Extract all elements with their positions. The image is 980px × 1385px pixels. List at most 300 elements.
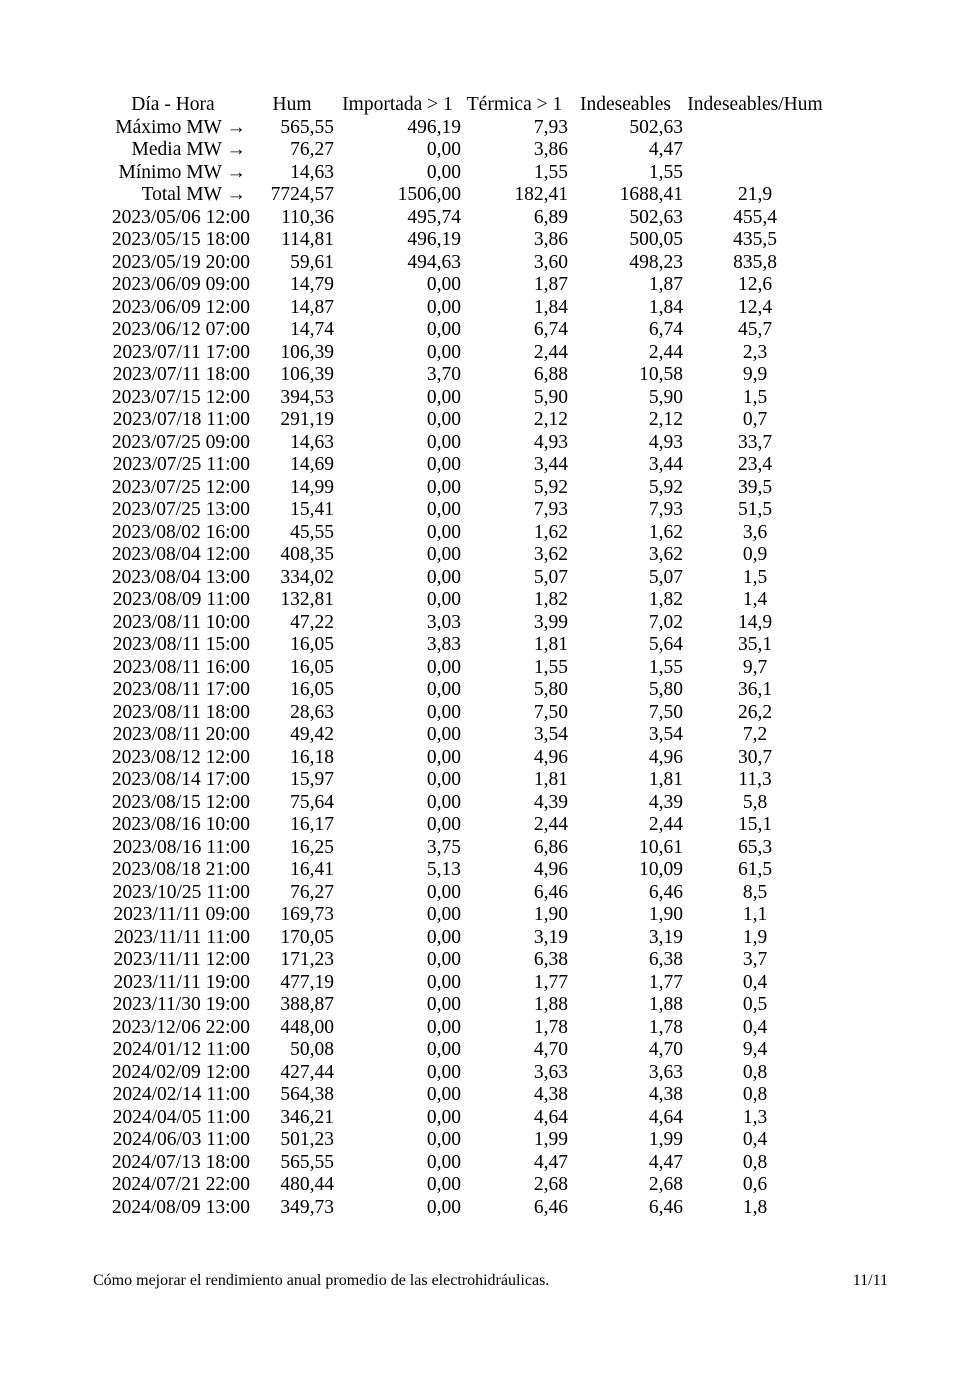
table-cell: 0,00 (426, 949, 461, 970)
table-cell: 1,90 (533, 904, 568, 925)
row-date-hour: 2023/08/11 15:00 (112, 634, 250, 655)
table-cell: 0,00 (426, 161, 461, 183)
table-cell: 16,25 (290, 836, 334, 858)
table-cell: 7,93 (533, 499, 568, 520)
table-cell: 5,64 (648, 634, 683, 655)
header-hum: Hum (272, 94, 312, 115)
table-cell: 3,62 (533, 544, 568, 565)
row-date-hour: 2023/08/16 11:00 (112, 836, 250, 858)
table-cell: 564,38 (280, 1084, 334, 1105)
table-cell: 1,81 (648, 769, 683, 790)
table-row (96, 837, 827, 860)
table-cell: 0,00 (426, 296, 461, 318)
table-cell: 4,47 (648, 139, 683, 160)
row-date-hour: 2023/08/04 12:00 (111, 544, 250, 565)
table-cell: 39,5 (737, 476, 773, 498)
table-cell: 33,7 (737, 431, 773, 453)
table-row (96, 904, 827, 927)
table-cell (683, 162, 827, 185)
table-cell: 1,82 (648, 589, 683, 610)
table-cell: 15,97 (290, 769, 334, 790)
table-cell: 0,00 (426, 994, 461, 1015)
table-cell: 3,44 (533, 454, 568, 475)
table-cell: 7724,57 (270, 184, 334, 205)
row-date-hour: 2023/07/18 11:00 (112, 409, 250, 430)
table-row (96, 387, 827, 410)
table-cell: 36,1 (737, 679, 773, 700)
table-cell: 0,4 (742, 1016, 768, 1038)
table-row (96, 1129, 827, 1152)
table-cell: 494,63 (407, 251, 461, 273)
row-date-hour: 2023/08/18 21:00 (111, 859, 250, 880)
summary-row (96, 117, 827, 140)
table-cell: 0,00 (426, 1129, 461, 1150)
table-cell: 2,44 (648, 814, 683, 835)
table-cell: 1,78 (533, 1016, 568, 1038)
table-cell (683, 117, 827, 140)
table-cell: 1,90 (648, 904, 683, 925)
table-cell: 75,64 (290, 791, 334, 813)
row-date-hour: 2023/07/25 09:00 (111, 431, 250, 453)
table-cell: 14,63 (290, 161, 334, 183)
table-cell: 4,70 (648, 1039, 683, 1060)
summary-label: Mínimo MW → (118, 161, 246, 183)
table-cell: 1,5 (742, 386, 768, 408)
table-cell: 1,78 (648, 1016, 683, 1038)
table-cell: 1,8 (742, 1196, 768, 1218)
table-cell: 45,55 (290, 521, 334, 543)
table-row (96, 364, 827, 387)
table-cell: 4,96 (533, 746, 568, 768)
table-cell (683, 139, 827, 162)
table-cell: 9,9 (742, 364, 768, 385)
table-row (96, 927, 827, 950)
table-cell: 7,02 (648, 611, 683, 633)
row-date-hour: 2024/08/09 13:00 (111, 1196, 250, 1218)
row-date-hour: 2024/02/09 12:00 (111, 1061, 250, 1083)
row-date-hour: 2023/08/09 11:00 (112, 589, 250, 610)
table-cell: 4,96 (533, 859, 568, 880)
row-date-hour: 2023/11/11 11:00 (114, 926, 250, 948)
table-cell: 3,86 (533, 229, 568, 250)
row-date-hour: 2023/12/06 22:00 (111, 1016, 250, 1038)
table-cell: 5,90 (533, 386, 568, 408)
table-cell: 1506,00 (397, 184, 461, 205)
table-cell: 4,38 (648, 1084, 683, 1105)
table-cell: 4,93 (533, 431, 568, 453)
table-row (96, 499, 827, 522)
table-cell: 0,00 (426, 1151, 461, 1173)
row-date-hour: 2023/08/11 10:00 (112, 611, 250, 633)
table-cell: 1,82 (533, 589, 568, 610)
table-row (96, 1197, 827, 1220)
table-cell: 6,46 (648, 1196, 683, 1218)
header-undesirable: Indeseables (580, 94, 671, 115)
table-cell: 14,69 (290, 454, 334, 475)
table-cell: 3,03 (426, 611, 461, 633)
row-date-hour: 2024/02/14 11:00 (112, 1084, 250, 1105)
table-row (96, 567, 827, 590)
table-cell: 2,3 (742, 341, 768, 363)
table-cell: 5,13 (426, 859, 461, 880)
table-cell: 1,5 (742, 566, 768, 588)
table-cell: 0,00 (426, 139, 461, 160)
table-cell: 49,42 (290, 724, 334, 745)
table-cell: 3,6 (742, 521, 768, 543)
table-cell: 6,88 (533, 364, 568, 385)
table-cell: 3,19 (533, 926, 568, 948)
table-cell: 502,63 (629, 116, 683, 138)
table-cell: 7,50 (648, 701, 683, 723)
table-cell: 0,00 (426, 544, 461, 565)
table-cell: 1,55 (533, 656, 568, 678)
table-cell: 0,00 (426, 904, 461, 925)
table-cell: 4,93 (648, 431, 683, 453)
table-cell: 114,81 (281, 229, 334, 250)
table-cell: 6,46 (533, 1196, 568, 1218)
row-date-hour: 2023/08/11 16:00 (112, 656, 250, 678)
table-cell: 0,00 (426, 724, 461, 745)
table-row (96, 432, 827, 455)
table-cell: 170,05 (280, 926, 334, 948)
table-cell: 0,00 (426, 701, 461, 723)
table-cell: 16,41 (290, 859, 334, 880)
table-cell: 14,87 (290, 296, 334, 318)
table-cell: 3,7 (742, 949, 768, 970)
table-row (96, 274, 827, 297)
table-cell: 1,55 (648, 656, 683, 678)
table-cell: 65,3 (737, 836, 773, 858)
table-cell: 14,9 (737, 611, 773, 633)
table-cell: 6,74 (533, 319, 568, 340)
table-cell: 21,9 (737, 184, 773, 205)
table-cell: 6,74 (648, 319, 683, 340)
page-number: 11/11 (852, 1272, 888, 1289)
table-row (96, 702, 827, 725)
table-cell: 10,61 (639, 836, 683, 858)
row-date-hour: 2024/06/03 11:00 (112, 1129, 250, 1150)
table-row (96, 1039, 827, 1062)
table-cell: 0,8 (742, 1061, 768, 1083)
table-cell: 30,7 (737, 746, 773, 768)
table-cell: 132,81 (280, 589, 334, 610)
table-cell: 2,12 (533, 409, 568, 430)
table-cell: 0,00 (426, 791, 461, 813)
table-cell: 0,00 (426, 476, 461, 498)
table-cell: 47,22 (290, 611, 334, 633)
table-cell: 0,00 (426, 881, 461, 903)
table-row (96, 589, 827, 612)
table-row (96, 769, 827, 792)
table-cell: 448,00 (280, 1016, 334, 1038)
table-cell: 11,3 (738, 769, 772, 790)
table-cell: 565,55 (280, 116, 334, 138)
row-date-hour: 2023/08/14 17:00 (111, 769, 250, 790)
table-cell: 3,63 (533, 1061, 568, 1083)
table-cell: 1,55 (648, 161, 683, 183)
row-date-hour: 2023/08/11 20:00 (112, 724, 250, 745)
table-cell: 59,61 (290, 251, 334, 273)
row-date-hour: 2023/08/12 12:00 (111, 746, 250, 768)
table-cell: 500,05 (629, 229, 683, 250)
table-cell: 6,38 (648, 949, 683, 970)
row-date-hour: 2024/04/05 11:00 (112, 1106, 250, 1128)
table-row (96, 1084, 827, 1107)
table-cell: 3,83 (426, 634, 461, 655)
table-cell: 15,1 (737, 814, 773, 835)
table-cell: 1,77 (648, 971, 683, 993)
table-cell: 2,12 (648, 409, 683, 430)
table-cell: 10,58 (639, 364, 683, 385)
table-cell: 291,19 (280, 409, 334, 430)
table-cell: 501,23 (280, 1129, 334, 1150)
table-cell: 16,18 (290, 746, 334, 768)
row-date-hour: 2023/05/19 20:00 (111, 251, 250, 273)
summary-row (96, 184, 827, 207)
table-row (96, 679, 827, 702)
table-cell: 1,77 (533, 971, 568, 993)
table-cell: 1,81 (533, 769, 568, 790)
table-cell: 76,27 (290, 881, 334, 903)
table-cell: 4,70 (533, 1039, 568, 1060)
table-cell: 14,79 (290, 274, 334, 295)
row-date-hour: 2023/05/15 18:00 (111, 229, 250, 250)
table-cell: 0,8 (742, 1151, 768, 1173)
table-cell: 0,9 (742, 544, 768, 565)
table-row (96, 409, 827, 432)
table-row (96, 454, 827, 477)
table-cell: 23,4 (737, 454, 773, 475)
table-cell: 12,6 (737, 274, 773, 295)
table-cell: 1,55 (533, 161, 568, 183)
table-cell: 15,41 (290, 499, 334, 520)
table-cell: 0,00 (426, 656, 461, 678)
table-row (96, 657, 827, 680)
table-cell: 2,44 (533, 341, 568, 363)
table-cell: 6,38 (533, 949, 568, 970)
table-cell: 0,00 (426, 746, 461, 768)
row-date-hour: 2023/07/11 17:00 (112, 341, 250, 363)
table-cell: 394,53 (280, 386, 334, 408)
table-cell: 0,00 (426, 1061, 461, 1083)
table-cell: 0,00 (426, 971, 461, 993)
table-cell: 498,23 (629, 251, 683, 273)
table-row (96, 207, 827, 230)
table-cell: 50,08 (290, 1039, 334, 1060)
table-cell: 0,00 (426, 1016, 461, 1038)
table-cell: 110,36 (281, 206, 334, 228)
table-row (96, 297, 827, 320)
table-cell: 427,44 (280, 1061, 334, 1083)
table-row (96, 1062, 827, 1085)
table-cell: 2,68 (648, 1174, 683, 1195)
table-cell: 0,00 (426, 386, 461, 408)
table-cell: 106,39 (280, 341, 334, 363)
table-cell: 4,47 (648, 1151, 683, 1173)
table-cell: 0,00 (426, 409, 461, 430)
table-cell: 1,88 (533, 994, 568, 1015)
table-cell: 5,07 (648, 566, 683, 588)
header-row (96, 94, 827, 117)
row-date-hour: 2023/11/30 19:00 (112, 994, 250, 1015)
table-cell: 4,96 (648, 746, 683, 768)
table-cell: 3,62 (648, 544, 683, 565)
table-row (96, 252, 827, 275)
table-cell: 5,92 (648, 476, 683, 498)
table-cell: 6,89 (533, 206, 568, 228)
row-date-hour: 2024/07/13 18:00 (111, 1151, 250, 1173)
table-cell: 1,87 (533, 274, 568, 295)
table-cell: 0,00 (426, 679, 461, 700)
table-cell: 496,19 (407, 116, 461, 138)
table-cell: 0,00 (426, 1174, 461, 1195)
row-date-hour: 2023/08/11 17:00 (112, 679, 250, 700)
table-cell: 5,92 (533, 476, 568, 498)
row-date-hour: 2023/07/25 13:00 (111, 499, 250, 520)
table-cell: 0,7 (742, 409, 768, 430)
table-cell: 9,7 (742, 656, 768, 678)
summary-label: Total MW → (141, 184, 246, 205)
table-cell: 477,19 (280, 971, 334, 993)
table-cell: 435,5 (733, 229, 777, 250)
table-row (96, 1107, 827, 1130)
table-cell: 4,39 (533, 791, 568, 813)
table-cell: 1,84 (533, 296, 568, 318)
table-row (96, 1174, 827, 1197)
table-cell: 0,00 (426, 1196, 461, 1218)
row-date-hour: 2023/08/16 10:00 (111, 814, 250, 835)
table-cell: 7,93 (648, 499, 683, 520)
table-cell: 0,00 (426, 319, 461, 340)
table-cell: 51,5 (737, 499, 773, 520)
header-thermal: Térmica > 1 (466, 94, 563, 115)
row-date-hour: 2023/07/11 18:00 (112, 364, 250, 385)
table-cell: 0,00 (426, 454, 461, 475)
table-cell: 61,5 (737, 859, 773, 880)
table-cell: 0,00 (426, 814, 461, 835)
table-cell: 0,8 (742, 1084, 768, 1105)
table-cell: 3,44 (648, 454, 683, 475)
table-cell: 1,9 (742, 926, 768, 948)
table-row (96, 882, 827, 905)
table-cell: 9,4 (742, 1039, 768, 1060)
table-cell: 1,84 (648, 296, 683, 318)
table-cell: 0,00 (426, 769, 461, 790)
table-cell: 5,80 (648, 679, 683, 700)
table-row (96, 342, 827, 365)
data-table (96, 94, 827, 1219)
table-cell: 346,21 (280, 1106, 334, 1128)
summary-row (96, 162, 827, 185)
row-date-hour: 2023/07/15 12:00 (111, 386, 250, 408)
table-cell: 8,5 (742, 881, 768, 903)
row-date-hour: 2023/06/12 07:00 (111, 319, 250, 340)
table-row (96, 477, 827, 500)
table-cell: 4,64 (648, 1106, 683, 1128)
row-date-hour: 2023/11/11 09:00 (113, 904, 250, 925)
table-row (96, 994, 827, 1017)
table-cell: 0,4 (742, 1129, 768, 1150)
table-cell: 182,41 (514, 184, 568, 205)
summary-label: Media MW → (131, 139, 246, 160)
header-imported: Importada > 1 (342, 94, 453, 115)
table-cell: 2,44 (648, 341, 683, 363)
row-date-hour: 2023/06/09 09:00 (111, 274, 250, 295)
table-cell: 495,74 (407, 206, 461, 228)
table-cell: 0,5 (742, 994, 768, 1015)
table-cell: 106,39 (280, 364, 334, 385)
table-cell: 1,88 (648, 994, 683, 1015)
table-cell: 480,44 (280, 1174, 334, 1195)
table-cell: 3,60 (533, 251, 568, 273)
table-row (96, 319, 827, 342)
table-cell: 0,00 (426, 431, 461, 453)
header-date-hour: Día - Hora (131, 94, 215, 115)
table-cell: 0,00 (426, 926, 461, 948)
table-cell: 7,2 (742, 724, 768, 745)
table-cell: 10,09 (639, 859, 683, 880)
table-cell: 45,7 (737, 319, 773, 340)
table-cell: 26,2 (737, 701, 773, 723)
table-row (96, 972, 827, 995)
table-cell: 1,62 (533, 521, 568, 543)
table-cell: 16,05 (290, 656, 334, 678)
table-cell: 14,63 (290, 431, 334, 453)
table-cell: 0,4 (742, 971, 768, 993)
table-cell: 1,3 (742, 1106, 768, 1128)
table-cell: 3,86 (533, 139, 568, 160)
table-row (96, 949, 827, 972)
table-cell: 12,4 (737, 296, 773, 318)
table-cell: 0,00 (426, 521, 461, 543)
table-row (96, 522, 827, 545)
table-row (96, 634, 827, 657)
table-cell: 1,87 (648, 274, 683, 295)
header-undesirable-per-hum: Indeseables/Hum (687, 94, 823, 115)
table-cell: 1,81 (533, 634, 568, 655)
row-date-hour: 2023/10/25 11:00 (112, 881, 250, 903)
table-cell: 3,54 (533, 724, 568, 745)
table-cell: 0,00 (426, 589, 461, 610)
table-cell: 7,93 (533, 116, 568, 138)
table-cell: 0,00 (426, 341, 461, 363)
table-cell: 3,99 (533, 611, 568, 633)
table-cell: 16,05 (290, 634, 334, 655)
table-cell: 3,75 (426, 836, 461, 858)
table-cell: 408,35 (280, 544, 334, 565)
table-cell: 5,90 (648, 386, 683, 408)
table-row (96, 1017, 827, 1040)
table-cell: 1,99 (648, 1129, 683, 1150)
row-date-hour: 2023/11/11 12:00 (113, 949, 250, 970)
table-row (96, 1152, 827, 1175)
row-date-hour: 2023/07/25 12:00 (111, 476, 250, 498)
table-cell: 4,64 (533, 1106, 568, 1128)
table-cell: 169,73 (280, 904, 334, 925)
data-rows (96, 207, 827, 1220)
table-cell: 5,8 (742, 791, 768, 813)
table-cell: 1,99 (533, 1129, 568, 1150)
row-date-hour: 2023/08/15 12:00 (111, 791, 250, 813)
table-cell: 0,00 (426, 1084, 461, 1105)
table-cell: 4,39 (648, 791, 683, 813)
table-cell: 1,1 (742, 904, 768, 925)
footer-title: Cómo mejorar el rendimiento anual promedio de las electrohidráulicas. (93, 1272, 550, 1289)
table-row (96, 229, 827, 252)
table-cell: 2,68 (533, 1174, 568, 1195)
table-cell: 6,46 (533, 881, 568, 903)
table-cell: 14,74 (290, 319, 334, 340)
